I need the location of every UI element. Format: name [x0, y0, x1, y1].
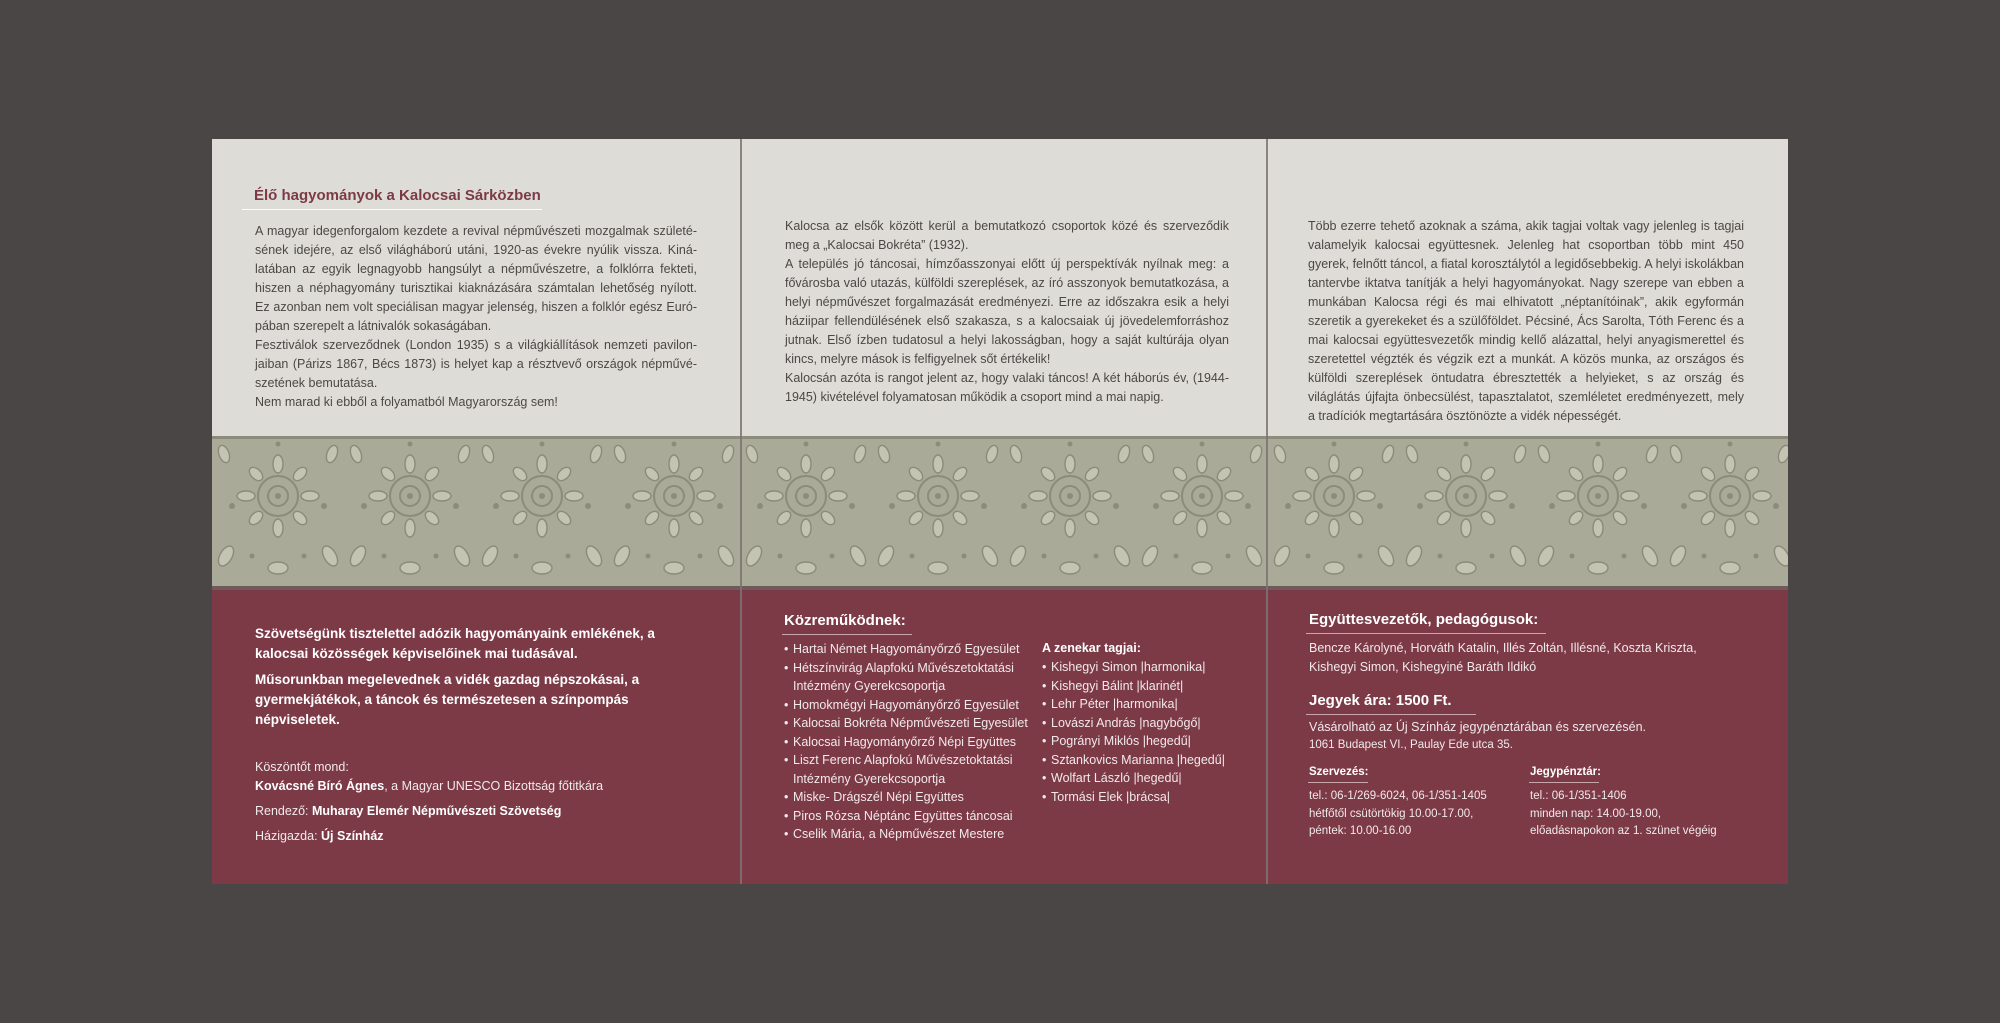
list-item: • Hétszínvirág Alapfokú Művészetoktatási Intézmény Gyerekcsoportja: [784, 659, 1034, 696]
organizer-line: tel.: 06-1/269-6024, 06-1/351-1405: [1309, 790, 1487, 802]
panel-1-body: [255, 222, 697, 412]
fold-line: [1266, 139, 1268, 884]
list-item: • Homokmégyi Hagyományőrző Egyesület: [784, 696, 1034, 715]
organizer-line: hétfőtől csütörtökig 10.00-17.00,: [1309, 807, 1474, 820]
paragraph: A magyar idegenforgalom kezdete a revival népművészeti mozgalmak születésének idejére, az első világháború utáni, 1920-as évekre nyúlik vissza. Kinálatában az egyik legnagyobb hangsúlyt a népművészetre, a folklórra fekteti, hiszen a néphagyomány turisztikai kiaknázására számtalan lehetőség nyílott. Ez azonban nem volt speciálisan magyar jelenség, hiszen a folklór egész Európában szerepelt a látnivalók sokaságában.: [255, 224, 697, 333]
panel-1-text: [212, 139, 740, 436]
embroidery-pattern-band: [212, 436, 1788, 590]
list-item: • Kalocsai Bokréta Népművészeti Egyesület: [784, 714, 1034, 733]
list-item: • Hartai Német Hagyományőrző Egyesület: [784, 640, 1034, 659]
organizer-info: [1309, 788, 1519, 841]
list-item: • Kishegyi Simon |harmonika|: [1042, 658, 1242, 677]
list-item: • Pogrányi Miklós |hegedű|: [1042, 732, 1242, 751]
brochure: [212, 139, 1788, 884]
title-underline: [782, 634, 912, 635]
list-item: • Piros Rózsa Néptánc Együttes táncosai: [784, 807, 1034, 826]
title-underline: [1306, 714, 1476, 715]
fold-line: [740, 139, 742, 884]
list-item: • Miske- Drágszél Népi Együttes: [784, 788, 1034, 807]
performers-list: [784, 640, 1034, 844]
paragraph: Kalocsa az elsők között kerül a bemutatkozó csoportok közé és szerveződik meg a „Kalocsai Bokréta” (1932).: [785, 219, 1229, 252]
list-item: • Kalocsai Hagyományőrző Népi Együttes: [784, 733, 1034, 752]
director-line: [255, 802, 685, 821]
panel-3-body: [1308, 217, 1744, 426]
paragraph: A település jó táncosai, hímzőasszonyai előtt új perspektívák nyílnak meg: a fővárosba való utazás, külföldi szereplések, az író asszonyok bemutatkozása, a helyi népművészet forgalmazását eredményezi. Erre az időszakra esik a helyi háziipar fellendülésének első szakasza, s a kalocsaiak új jövedelemforráshoz jutnak. Első ízben tudatosul a helyi lakosságban, hogy a saját kultúrája olyan kincs, melyre mások is felfigyelnek sőt értékelik!: [785, 257, 1229, 366]
list-item: • Sztankovics Marianna |hegedű|: [1042, 751, 1242, 770]
article-title: Élő hagyományok a Kalocsai Sárközben: [254, 187, 541, 204]
panel-3-text: [1268, 139, 1788, 436]
title-underline: [1308, 782, 1368, 783]
box-office-info: [1530, 788, 1760, 841]
list-item: • Liszt Ferenc Alapfokú Művészetoktatási Intézmény Gyerekcsoportja: [784, 751, 1034, 788]
panel-2-body: [785, 217, 1229, 407]
host-name: Új Színház: [321, 829, 384, 843]
leaders-names: Bencze Károlyné, Horváth Katalin, Illés Zoltán, Illésné, Koszta Kriszta, Kishegyi Simon, Kishegyiné Baráth Ildikó: [1309, 641, 1697, 674]
bottom-info-section: [212, 590, 1788, 884]
greeting-name: Kovácsné Bíró Ágnes: [255, 779, 385, 793]
organizer-title: Szervezés:: [1309, 766, 1369, 778]
list-item: • Lovászi András |nagybőgő|: [1042, 714, 1242, 733]
list-item: • Tormási Elek |brácsa|: [1042, 788, 1242, 807]
panel-2-text: [742, 139, 1266, 436]
band-list: [1042, 658, 1242, 806]
performers-title: Közreműködnek:: [784, 612, 906, 629]
list-item: • Kishegyi Bálint |klarinét|: [1042, 677, 1242, 696]
organizer-line: péntek: 10.00-16.00: [1309, 825, 1412, 837]
box-office-title: Jegypénztár:: [1530, 766, 1601, 778]
paragraph: Több ezerre tehető azoknak a száma, akik tagjai voltak vagy jelenleg is tagjai valamelyik kalocsai együttesnek. Jelenleg hat csoportban több mint 450 gyerek, felnőtt táncol, a fiatal korosztálytól a legidősebbekig. A helyi iskolákban tantervbe iktatva tanítják a helyi hagyományokat. Nagy szerepe van ebben a munkában Kalocsa régi és mai elhivatott „néptanítóinak”, akik egyformán szeretik a gyerekeket és a szülőföldet. Pécsiné, Ács Sarolta, Tóth Ferenc és a mai kalocsai együttesvezetők mindig kellő alázattal, helyi anyagismerettel és szeretettel végzték és végzik ezt a munkát. A közös munka, az országos és külföldi szereplések öntudatra ébresztették a helyieket, s az ország és világlátás újfajta önbecsülést, tapasztalatot, szemléletet eredményezett, mely a tradíciók megtartására ösztönözte a vidék népességét.: [1308, 219, 1744, 423]
host-label: Házigazda:: [255, 829, 322, 843]
director-name: Muharay Elemér Népművészeti Szövetség: [311, 804, 562, 818]
band-title: A zenekar tagjai:: [1042, 641, 1141, 655]
list-item: • Lehr Péter |harmonika|: [1042, 695, 1242, 714]
title-underline: [1529, 782, 1599, 783]
paragraph: Nem marad ki ebből a folyamatból Magyarország sem!: [255, 395, 558, 409]
box-office-line: tel.: 06-1/351-1406: [1530, 790, 1627, 802]
host-line: [255, 827, 685, 846]
title-underline: [242, 209, 542, 210]
greeting-line: [255, 777, 685, 796]
paragraph: Kalocsán azóta is rangot jelent az, hogy valaki táncos! A két háborús év, (1944-1945) kivételével folyamatosan működik a csoport mind a mai napig.: [785, 371, 1229, 404]
title-underline: [1306, 633, 1546, 634]
box-office-line: minden nap: 14.00-19.00,: [1530, 807, 1662, 820]
price-title: Jegyek ára: 1500 Ft.: [1309, 692, 1452, 709]
tribute-block: [255, 624, 685, 846]
greeting-label: Köszöntőt mond:: [255, 760, 349, 774]
greeting-role: , a Magyar UNESCO Bizottság főtitkára: [384, 779, 604, 793]
list-item: • Wolfart László |hegedű|: [1042, 769, 1242, 788]
paragraph: Fesztiválok szerveződnek (London 1935) s a világkiállítások nemzeti pavilonjaiban (Párizs 1867, Bécs 1873) is helyet kap a résztvevő országok népművészetének bemutatása.: [255, 338, 697, 390]
box-office-line: előadásnapokon az 1. szünet végéig: [1530, 825, 1717, 837]
leaders-title: Együttesvezetők, pedagógusok:: [1309, 611, 1539, 628]
program-statement: Műsorunkban megelevednek a vidék gazdag népszokásai, a gyermekjátékok, a táncok és természetesen a színpompás népviseletek.: [255, 672, 640, 727]
director-label: Rendező:: [255, 804, 312, 818]
list-item: • Cselik Mária, a Népművészet Mestere: [784, 825, 1034, 844]
price-address: 1061 Budapest VI., Paulay Ede utca 35.: [1309, 739, 1513, 751]
price-where: Vásárolható az Új Színház jegypénztárában és szervezésén.: [1309, 720, 1646, 734]
tribute-statement: Szövetségünk tisztelettel adózik hagyományaink emlékének, a kalocsai közösségek képviselőinek mai tudásával.: [255, 626, 655, 661]
